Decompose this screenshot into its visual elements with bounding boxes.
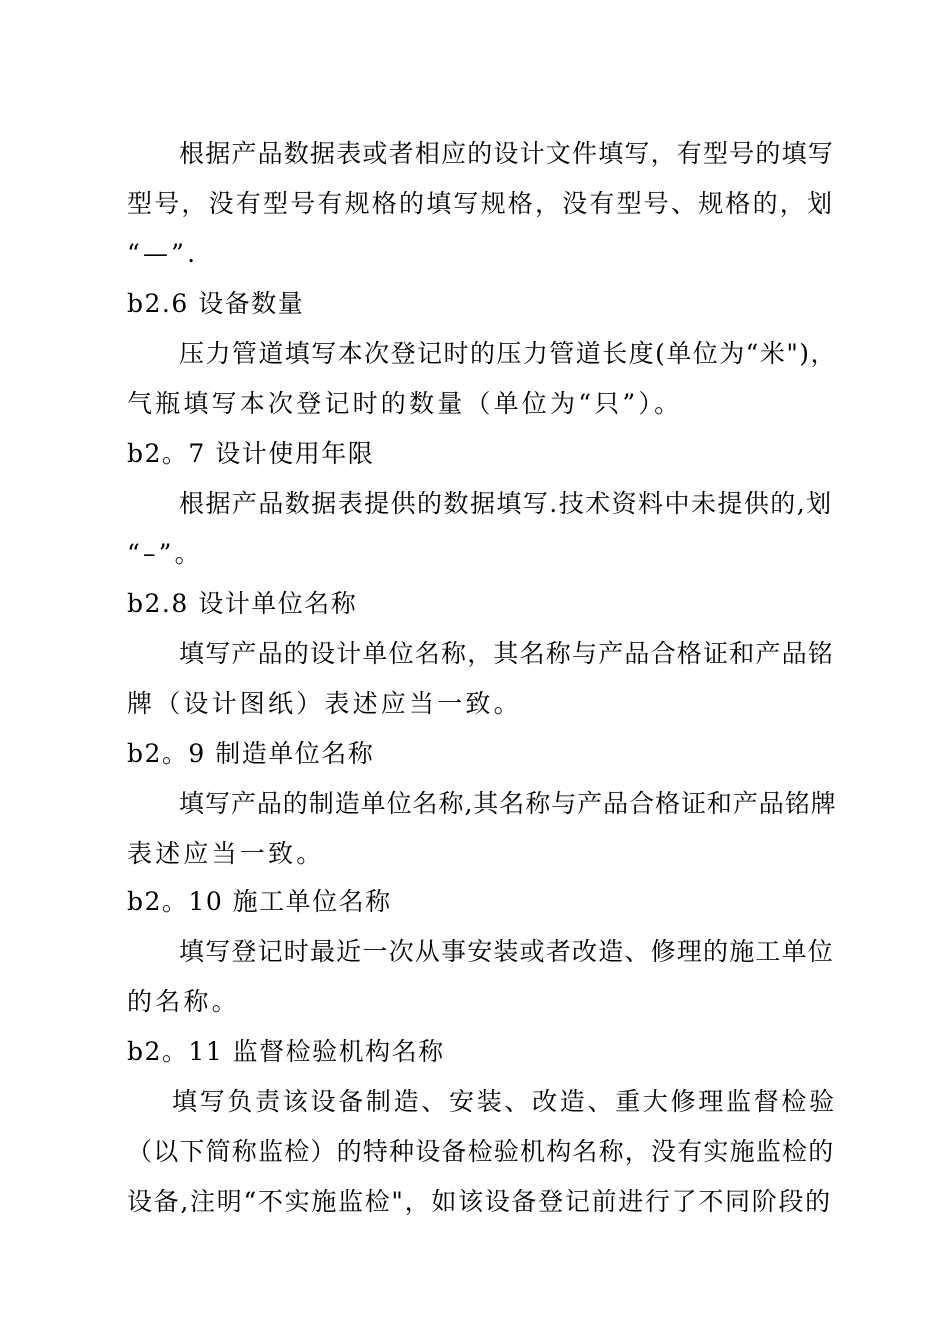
paragraph-line: “—”.: [127, 239, 199, 268]
paragraph-line: 表述应当一致。: [127, 839, 325, 868]
paragraph-line: 牌（设计图纸）表述应当一致。: [127, 689, 522, 718]
paragraph-line: “–”。: [127, 539, 203, 568]
paragraph-line: 填写产品的制造单位名称,其名称与产品合格证和产品铭牌: [179, 789, 837, 818]
paragraph-line: 型号，没有型号有规格的填写规格，没有型号、规格的，划: [127, 189, 835, 218]
section-heading-b2-9: b2。9 制造单位名称: [127, 739, 375, 768]
paragraph-line: 根据产品数据表提供的数据填写.技术资料中未提供的,划: [179, 489, 833, 518]
paragraph-line: 设备,注明“不实施监检"，如该设备登记前进行了不同阶段的: [127, 1187, 832, 1216]
paragraph-line: 的名称。: [127, 987, 240, 1016]
section-heading-b2-11: b2。11 监督检验机构名称: [127, 1037, 445, 1066]
paragraph-line: 填写产品的设计单位名称，其名称与产品合格证和产品铭: [179, 639, 835, 668]
section-heading-b2-8: b2.8 设计单位名称: [127, 589, 358, 618]
paragraph-line: 填写登记时最近一次从事安装或者改造、修理的施工单位: [179, 937, 835, 966]
paragraph-line: （以下简称监检）的特种设备检验机构名称，没有实施监检的: [127, 1137, 835, 1166]
paragraph-line: 气瓶填写本次登记时的数量（单位为“只”）。: [127, 389, 683, 418]
paragraph-line: 压力管道填写本次登记时的压力管道长度(单位为“米")，: [179, 339, 837, 368]
section-heading-b2-10: b2。10 施工单位名称: [127, 887, 392, 916]
section-heading-b2-7: b2。7 设计使用年限: [127, 439, 375, 468]
paragraph-line: 填写负责该设备制造、安装、改造、重大修理监督检验: [172, 1087, 837, 1116]
section-heading-b2-6: b2.6 设备数量: [127, 289, 305, 318]
paragraph-line: 根据产品数据表或者相应的设计文件填写，有型号的填写: [179, 139, 835, 168]
